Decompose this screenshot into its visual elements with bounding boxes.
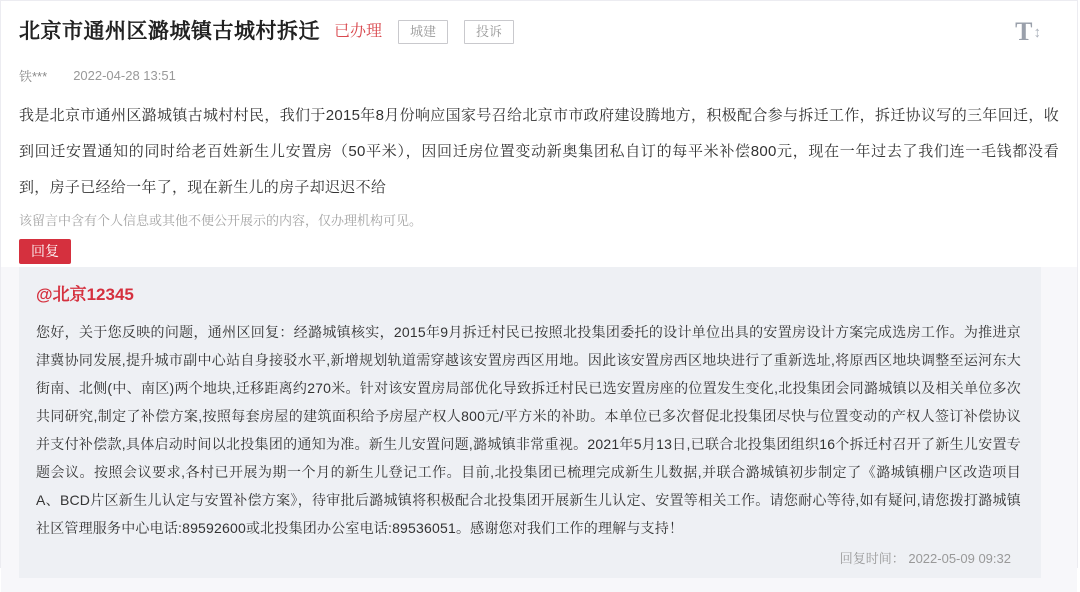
status-badge: 已办理	[334, 23, 383, 40]
font-size-icon: T	[1015, 17, 1033, 46]
post-datetime: 2022-04-28 13:51	[73, 68, 176, 83]
reply-time-value: 2022-05-09 09:32	[908, 551, 1011, 566]
tag-chengjian[interactable]: 城建	[398, 20, 448, 44]
reply-section	[1, 267, 1077, 592]
privacy-notice: 该留言中含有个人信息或其他不便公开展示的内容，仅办理机构可见。	[19, 213, 423, 228]
complaint-content: 我是北京市通州区潞城镇古城村村民，我们于2015年8月份响应国家号召给北京市市政府建设腾地方，积极配合参与拆迁工作，拆迁协议写的三年回迁，收到回迁安置通知的同时给老百姓新生儿安置房（50平米），因回迁房位置变动新奥集团私自订的每平米补偿800元，现在一年过去了我们连一毛钱都没看到，房子已经给一年了，现在新生儿的房子却迟迟不给	[19, 107, 1059, 196]
font-size-toggle[interactable]	[1015, 19, 1041, 45]
responder-name: @北京12345	[36, 285, 134, 304]
reply-panel	[19, 267, 1041, 578]
reply-button[interactable]: 回复	[19, 239, 71, 264]
tag-tousu[interactable]: 投诉	[464, 20, 514, 44]
reply-content: 您好，关于您反映的问题，通州区回复：经潞城镇核实，2015年9月拆迁村民已按照北投集团委托的设计单位出具的安置房设计方案完成选房工作。为推进京津冀协同发展,提升城市副中心站自身接驳水平,新增规划轨道需穿越该安置房西区用地。因此该安置房西区地块进行了重新选址,将原西区地块调整至运河东大街南、北侧(中、南区)两个地块,迁移距离约270米。针对该安置房局部优化导致拆迁村民已选安置房座的位置发生变化,北投集团会同潞城镇以及相关单位多次共同研究,制定了补偿方案,按照每套房屋的建筑面积给予房屋产权人800元/平方米的补助。本单位已多次督促北投集团尽快与位置变动的产权人签订补偿协议并支付补偿款,具体启动时间以北投集团的通知为准。新生儿安置问题,潞城镇非常重视。2021年5月13日,已联合北投集团组织16个拆迁村召开了新生儿安置专题会议。按照会议要求,各村已开展为期一个月的新生儿登记工作。目前,北投集团已梳理完成新生儿数据,并联合潞城镇初步制定了《潞城镇棚户区改造项目A、BCD片区新生儿认定与安置补偿方案》，待审批后潞城镇将积极配合北投集团开展新生儿认定、安置等相关工作。请您耐心等待,如有疑问,请您拨打潞城镇社区管理服务中心电话:89592600或北投集团办公室电话:89536051。感谢您对我们工作的理解与支持！	[36, 324, 1021, 536]
post-title: 北京市通州区潞城镇古城村拆迁	[19, 20, 320, 43]
post-author: 铁***	[19, 69, 48, 84]
header-row	[1, 1, 1077, 46]
reply-time-label: 回复时间：	[839, 551, 905, 566]
post-meta	[1, 66, 1077, 85]
resize-arrow-icon: ↕	[1033, 23, 1041, 41]
reply-time-row	[36, 550, 1021, 568]
